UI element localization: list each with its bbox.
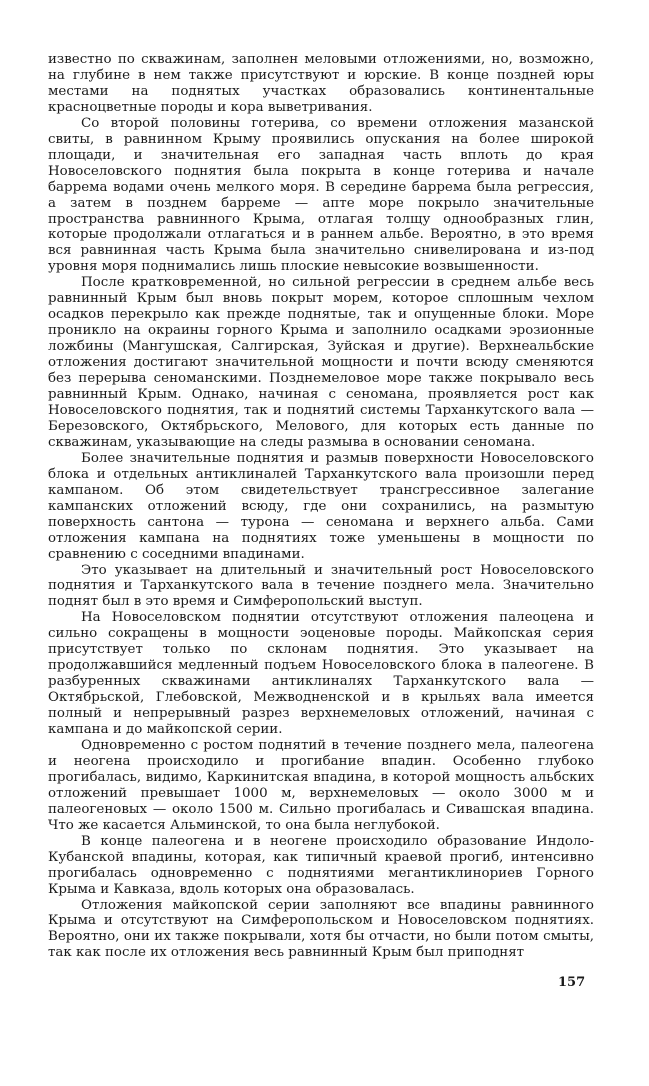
paragraph: Со второй половины готерива, со времени отложения мазанской свиты, в равнинном Крыму проявились опускания на более широкой площади, и значительная его западная часть вплоть до края Новоселовского поднятия была покрыта в конце готерива и начале баррема водами очень мелкого моря. В середине баррема была регрессия, а затем в позднем барреме — апте море покрыло значительные пространства равнинного Крыма, отлагая толщу однообразных глин, которые продолжали отлагаться и в раннем альбе. Вероятно, в это время вся равнинная часть Крыма была значительно снивелирована и из-под уровня моря поднимались лишь плоские невысокие возвышенности.	[48, 115, 594, 275]
paragraph: На Новоселовском поднятии отсутствуют отложения палеоцена и сильно сокращены в мощности эоценовые породы. Майкопская серия присутствует только по склонам поднятия. Это указывает на продолжавшийся медленный подъем Новоселовского блока в палеогене. В разбуренных скважинами антиклиналях Тарханкутского вала — Октябрьской, Глебовской, Межводненской и в крыльях вала имеется полный и непрерывный разрез верхнемеловых отложений, начиная с кампана и до майкопской серии.	[48, 610, 594, 738]
paragraph: Более значительные поднятия и размыв поверхности Новоселовского блока и отдельных антиклиналей Тарханкутского вала произошли перед кампаном. Об этом свидетельствует трансгрессивное залегание кампанских отложений всюду, где они сохранились, на размытую поверхность сантона — турона — сеномана и верхнего альба. Сами отложения кампана на поднятиях тоже уменьшены в мощности по сравнению с соседними впадинами.	[48, 450, 594, 562]
page-text	[48, 52, 594, 961]
page-number: 157	[558, 975, 586, 990]
paragraph: В конце палеогена и в неогене происходило образование Индоло-Кубанской впадины, которая, как типичный краевой прогиб, интенсивно прогибалась одновременно с поднятиями мегантиклинориев Горного Крыма и Кавказа, вдоль которых она образовалась.	[48, 833, 594, 897]
paragraph: Одновременно с ростом поднятий в течение позднего мела, палеогена и неогена происходило и прогибание впадин. Особенно глубоко прогибалась, видимо, Каркинитская впадина, в которой мощность альбских отложений превышает 1000 м, верхнемеловых — около 3000 м и палеогеновых — около 1500 м. Сильно прогибалась и Сивашская впадина. Что же касается Альминской, то она была неглубокой.	[48, 737, 594, 833]
paragraph: Отложения майкопской серии заполняют все впадины равнинного Крыма и отсутствуют на Симферопольском и Новоселовском поднятиях. Вероятно, они их также покрывали, хотя бы отчасти, но были потом смыты, так как после их отложения весь равнинный Крым был приподнят	[48, 897, 594, 961]
paragraph: После кратковременной, но сильной регрессии в среднем альбе весь равнинный Крым был вновь покрыт морем, которое сплошным чехлом осадков перекрыло как прежде поднятые, так и опущенные блоки. Море проникло на окраины горного Крыма и заполнило осадками эрозионные ложбины (Мангушская, Салгирская, Зуйская и другие). Верхнеальбские отложения достигают значительной мощности и почти всюду сменяются без перерыва сеноманскими. Позднемеловое море также покрывало весь равнинный Крым. Однако, начиная с сеномана, проявляется рост как Новоселовского поднятия, так и поднятий системы Тарханкутского вала — Березовского, Октябрьского, Мелового, для которых есть данные по скважинам, указывающие на следы размыва в основании сеномана.	[48, 275, 594, 450]
paragraph: Это указывает на длительный и значительный рост Новоселовского поднятия и Тарханкутского вала в течение позднего мела. Значительно поднят был в это время и Симферопольский выступ.	[48, 562, 594, 610]
paragraph: известно по скважинам, заполнен меловыми отложениями, но, возможно, на глубине в нем также присутствуют и юрские. В конце поздней юры местами на поднятых участках образовались континентальные красноцветные породы и кора выветривания.	[48, 52, 594, 115]
